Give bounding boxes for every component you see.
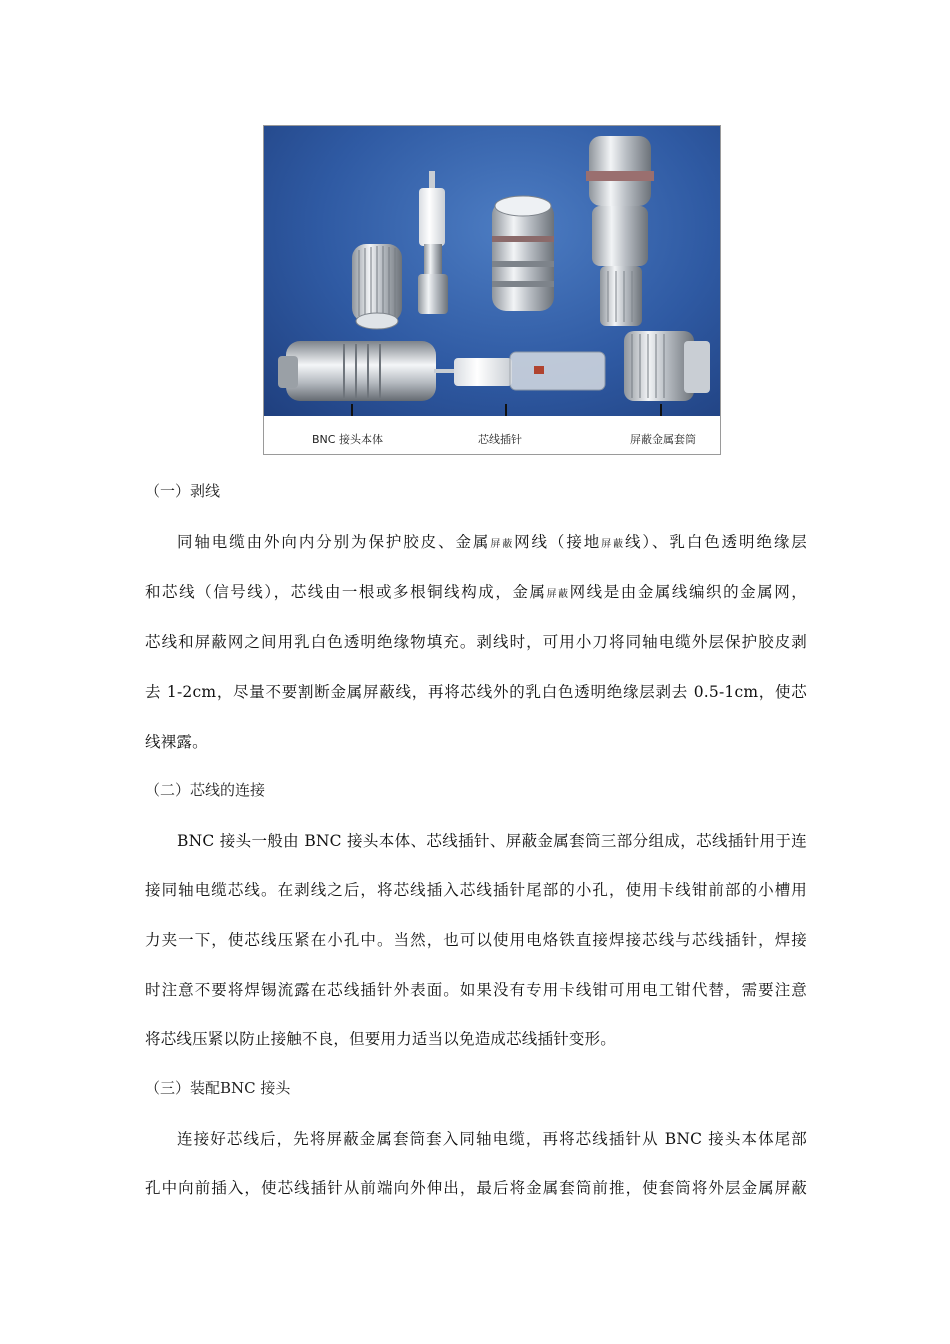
bnc-parts-photo xyxy=(264,126,720,416)
paragraph-line: 力夹一下，使芯线压紧在小孔中。当然，也可以使用电烙铁直接焊接芯线与芯线插针，焊接 xyxy=(145,931,807,949)
text-run: 网线是由金属线编织的金属网， xyxy=(569,583,807,601)
section-heading-2: （二）芯线的连接 xyxy=(145,781,266,799)
paragraph-line: 将芯线压紧以防止接触不良，但要用力适当以免造成芯线插针变形。 xyxy=(145,1030,617,1048)
caption-sleeve: 屏蔽金属套筒 xyxy=(630,433,696,446)
caption-bnc-body: BNC 接头本体 xyxy=(312,433,383,446)
small-text-run: 屏蔽 xyxy=(546,589,570,600)
paragraph-line: 芯线和屏蔽网之间用乳白色透明绝缘物填充。剥线时，可用小刀将同轴电缆外层保护胶皮剥 xyxy=(145,633,807,651)
text-run: 线）、乳白色透明绝缘层 xyxy=(624,533,807,551)
caption-pin: 芯线插针 xyxy=(478,433,522,446)
paragraph-line: 接同轴电缆芯线。在剥线之后，将芯线插入芯线插针尾部的小孔，使用卡线钳前部的小槽用 xyxy=(145,881,807,899)
small-text-run: 屏蔽 xyxy=(601,539,625,550)
paragraph-line: 孔中向前插入，使芯线插针从前端向外伸出，最后将金属套筒前推，使套筒将外层金属屏蔽 xyxy=(145,1179,807,1197)
bnc-plug-middle xyxy=(492,196,554,311)
knurled-sleeve-bottom xyxy=(624,331,710,401)
bnc-plug-assembled xyxy=(586,136,654,326)
bnc-parts-figure xyxy=(263,125,721,455)
connector-parts-illustration xyxy=(264,126,720,416)
text-run: 同轴电缆由外向内分别为保护胶皮、金属 xyxy=(177,533,491,551)
paragraph-line: 去 1-2cm，尽量不要割断金属屏蔽线，再将芯线外的乳白色透明绝缘层剥去 0.5-1cm，使芯 xyxy=(145,683,807,701)
section-heading-1: （一）剥线 xyxy=(145,482,221,500)
bnc-body-bottom xyxy=(278,341,436,401)
text-run: 和芯线（信号线），芯线由一根或多根铜线构成，金属 xyxy=(145,583,547,601)
paragraph-line: BNC 接头一般由 BNC 接头本体、芯线插针、屏蔽金属套筒三部分组成，芯线插针用于连 xyxy=(177,832,807,850)
paragraph-line: 时注意不要将焊锡流露在芯线插针外表面。如果没有专用卡线钳可用电工钳代替，需要注意 xyxy=(145,981,807,999)
paragraph-line: 线裸露。 xyxy=(145,733,208,751)
text-run: 网线（接地 xyxy=(514,533,602,551)
section-heading-3: （三）装配BNC 接头 xyxy=(145,1079,291,1097)
pin-with-insulator xyxy=(418,171,448,314)
paragraph-line xyxy=(177,530,807,552)
small-text-run: 屏蔽 xyxy=(490,539,515,550)
knurled-sleeve-small xyxy=(352,244,402,329)
paragraph-line: 连接好芯线后，先将屏蔽金属套筒套入同轴电缆，再将芯线插针从 BNC 接头本体尾部 xyxy=(177,1130,807,1148)
paragraph-line xyxy=(145,580,807,602)
pin-assembly-bottom xyxy=(434,352,605,390)
